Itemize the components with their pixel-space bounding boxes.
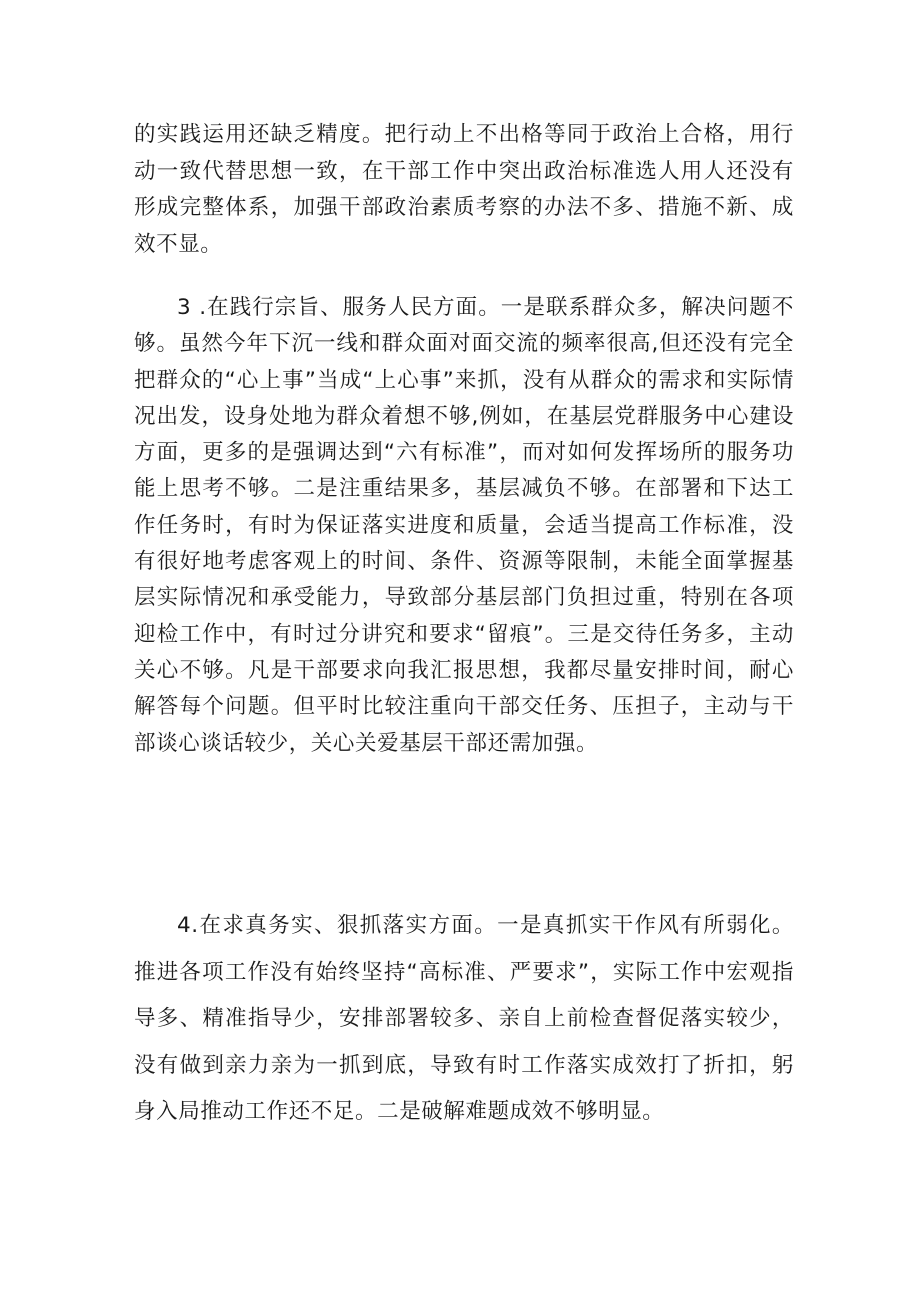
paragraph-section-3: 3 .在践行宗旨、服务人民方面。一是联系群众多，解决问题不够。虽然今年下沉一线和群众面对面交流的频率很高,但还没有完全把群众的“心上事”当成“上心事”来抓，没有从群众的需求和实际情况出发，设身处地为群众着想不够,例如，在基层党群服务中心建设方面，更多的是强调达到“六有标准”，而对如何发挥场所的服务功能上思考不够。二是注重结果多，基层减负不够。在部署和下达工作任务时，有时为保证落实进度和质量，会适当提高工作标准，没有很好地考虑客观上的时间、条件、资源等限制，未能全面掌握基层实际情况和承受能力，导致部分基层部门负担过重，特别在各项迎检工作中，有时过分讲究和要求“留痕”。三是交待任务多，主动关心不够。凡是干部要求向我汇报思想，我都尽量安排时间，耐心解答每个问题。但平时比较注重向干部交任务、压担子，主动与干部谈心谈话较少，关心关爱基层干部还需加强。 bbox=[134, 295, 794, 756]
paragraph-section-4: 4.在求真务实、狠抓落实方面。一是真抓实干作风有所弱化。推进各项工作没有始终坚持“高标准、严要求”，实际工作中宏观指导多、精准指导少，安排部署较多、亲自上前检查督促落实较少，没有做到亲力亲为一抓到底，导致有时工作落实成效打了折扣，躬身入局推动工作还不足。二是破解难题成效不够明显。 bbox=[134, 913, 794, 1124]
paragraph-continuation: 的实践运用还缺乏精度。把行动上不出格等同于政治上合格，用行动一致代替思想一致，在干部工作中突出政治标准选人用人还没有形成完整体系，加强干部政治素质考察的办法不多、措施不新、成效不显。 bbox=[134, 122, 794, 257]
